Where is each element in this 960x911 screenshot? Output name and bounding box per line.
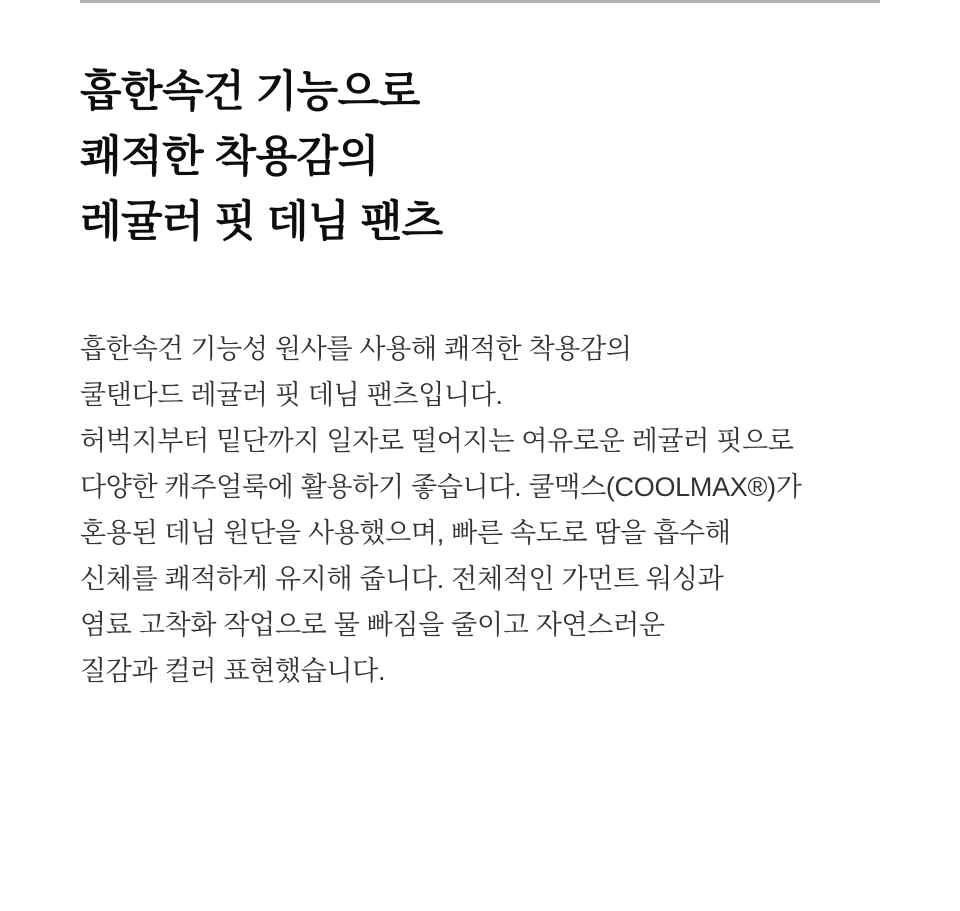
description-line-4: 다양한 캐주얼룩에 활용하기 좋습니다. 쿨맥스(COOLMAX®)가: [80, 472, 802, 502]
product-headline: [80, 60, 880, 255]
description-line-3: 허벅지부터 밑단까지 일자로 떨어지는 여유로운 레귤러 핏으로: [80, 426, 794, 456]
headline-line-2: 쾌적한 착용감의: [80, 133, 379, 181]
description-line-6: 신체를 쾌적하게 유지해 줍니다. 전체적인 가먼트 워싱과: [80, 564, 724, 594]
description-line-2: 쿨탠다드 레귤러 핏 데님 팬츠입니다.: [80, 380, 503, 410]
description-line-1: 흡한속건 기능성 원사를 사용해 쾌적한 착용감의: [80, 334, 632, 364]
product-description-text: [80, 326, 880, 694]
headline-line-3: 레귤러 핏 데님 팬츠: [80, 198, 443, 246]
headline-line-1: 흡한속건 기능으로: [80, 68, 420, 116]
description-line-8: 질감과 컬러 표현했습니다.: [80, 656, 386, 686]
top-divider: [80, 0, 880, 3]
description-line-7: 염료 고착화 작업으로 물 빠짐을 줄이고 자연스러운: [80, 610, 665, 640]
description-line-5: 혼용된 데님 원단을 사용했으며, 빠른 속도로 땀을 흡수해: [80, 518, 731, 548]
